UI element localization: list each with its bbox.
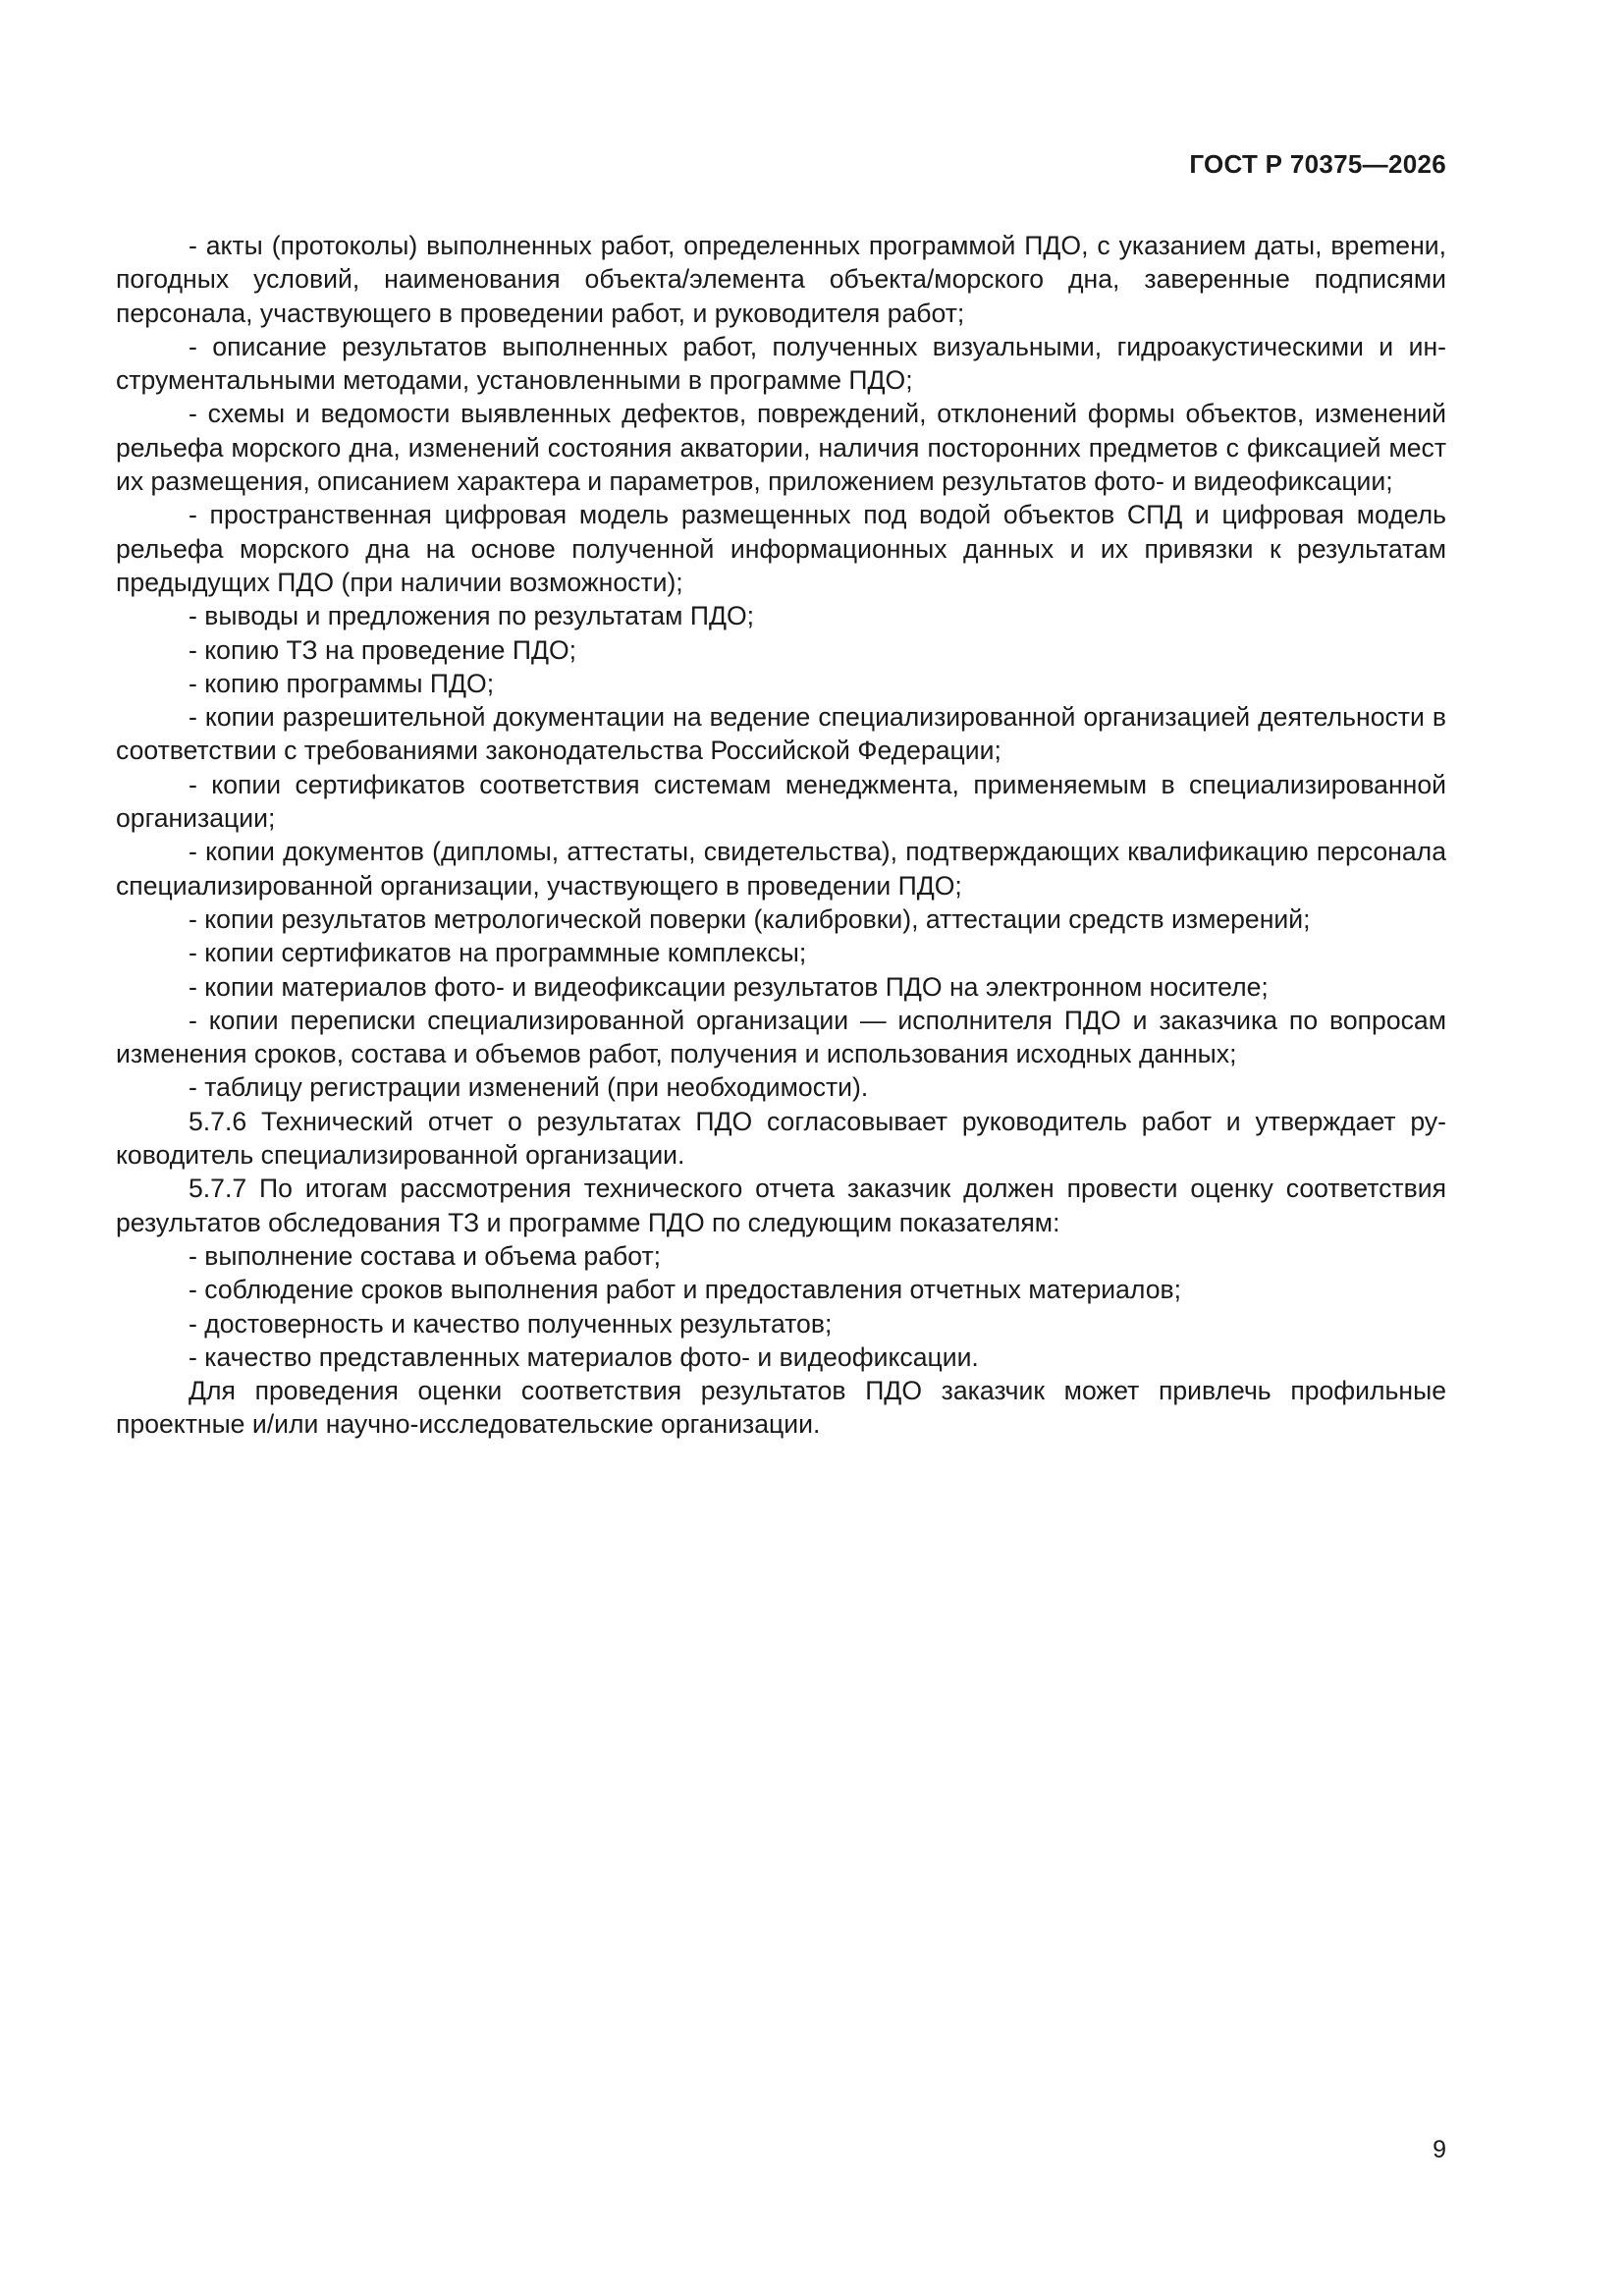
criteria-item-deadlines: - соблюдение сроков выполнения работ и предоставления отчетных материалов; [189, 1275, 1182, 1305]
list-item-tz-copy: - копию ТЗ на проведение ПДО; [189, 634, 577, 665]
list-item-digital-model: - пространственная цифровая модель размещенных под водой объектов СПД и цифровая модель рельефа морского дна на основе полученной информационных данных и их привязки к результатам предыдущих ПДО (при наличии возможности); [116, 500, 1446, 597]
document-body [116, 229, 1446, 1442]
clause-5-7-7: 5.7.7 По итогам рассмотрения технического отчета заказчик должен провести оценку соответствия результатов обследования ТЗ и программе ПДО по следующим показателям: [116, 1174, 1446, 1237]
list-item-program-copy: - копию программы ПДО; [189, 668, 495, 698]
clause-5-7-6: 5.7.6 Технический отчет о результатах ПДО согласовывает руководитель работ и утверждает руководитель специализированной организации. [116, 1106, 1446, 1171]
standard-designation: ГОСТ Р 70375—2026 [1189, 149, 1446, 179]
criteria-item-media-quality: - качество представленных материалов фото- и видеофиксации. [189, 1341, 979, 1372]
list-item-results-description: - описание результатов выполненных работ, полученных визуальными, гидроакустическими и инструментальными методами, установленными в программе ПДО; [116, 331, 1446, 396]
list-item-conclusions: - выводы и предложения по результатам ПДО; [189, 601, 755, 631]
list-item-media-materials: - копии материалов фото- и видеофиксации результатов ПДО на электронном носителе; [189, 971, 1269, 1002]
closing-paragraph: Для проведения оценки соответствия результатов ПДО заказчик может привлечь профильные проектные и/или научно-исследовательские организации. [116, 1376, 1446, 1440]
list-item-change-table: - таблицу регистрации изменений (при необходимости). [189, 1072, 869, 1103]
list-item-defect-schemes: - схемы и ведомости выявленных дефектов, повреждений, отклонений формы объектов, изменений рельефа морского дна, изменений состояния акватории, наличия посторонних предметов с фиксацией мест их размещения, описанием характера и параметров, приложением результатов фото- и видеофиксации; [116, 399, 1446, 497]
list-item-acts: - акты (протоколы) выполненных работ, определенных программой ПДО, с указанием даты, вреmени, погодных условий, наименования объекта/элемента объекта/морского дна, заверенные подписями персонала, участвующего в проведении работ, и руководителя работ; [116, 231, 1446, 328]
page-number: 9 [1433, 2136, 1446, 2163]
list-item-correspondence: - копии переписки специализированной организации — исполнителя ПДО и заказчика по вопросам изменения сроков, состава и объемов работ, получения и использования исходных данных; [116, 1005, 1446, 1069]
list-item-software-certs: - копии сертификатов на программные комплексы; [189, 938, 807, 968]
list-item-personnel-docs: - копии документов (дипломы, аттестаты, свидетельства), подтверждающих квалификацию персонала специализированной организации, участвующего в проведении ПДО; [116, 837, 1446, 901]
list-item-metrology: - копии результатов метрологической поверки (калибровки), аттестации средств измерений; [189, 903, 1311, 934]
list-item-permits: - копии разрешительной документации на ведение специализированной организацией деятельности в соответствии с требованиями законодательства Российской Федерации; [116, 702, 1446, 766]
list-item-certificates: - копии сертификатов соответствия системам менеджмента, применяемым в специализированной организации; [116, 769, 1446, 834]
criteria-item-reliability: - достоверность и качество полученных результатов; [189, 1308, 833, 1339]
criteria-item-scope: - выполнение состава и объема работ; [189, 1240, 662, 1271]
